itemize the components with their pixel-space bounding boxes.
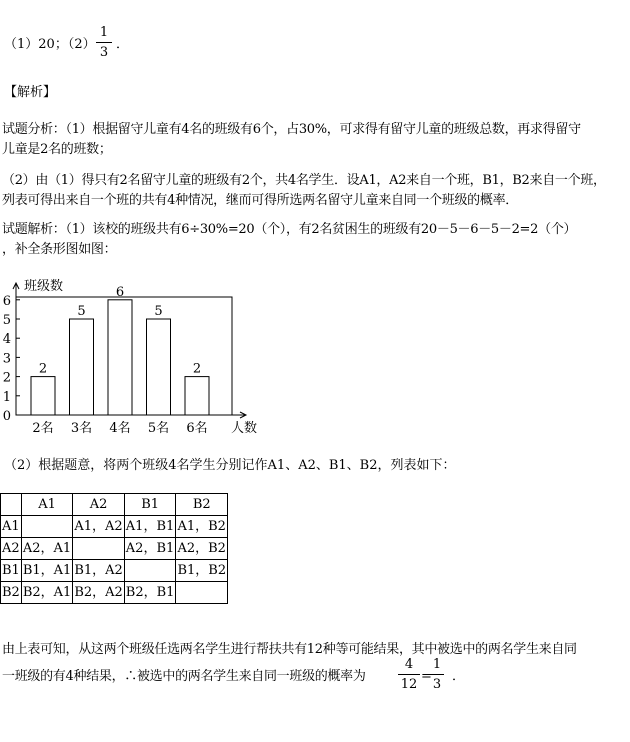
x-category-label: 6名 <box>186 421 208 436</box>
bar-value-label: 2 <box>38 361 48 377</box>
bar-value-label: 5 <box>154 304 163 319</box>
y-tick-label: 2 <box>2 370 11 386</box>
fraction-numerator: 1 <box>432 657 442 672</box>
table-cell <box>73 538 124 560</box>
table-cell: A2，A1 <box>21 538 72 560</box>
table-row <box>1 538 228 560</box>
fraction-bar <box>398 674 420 675</box>
pairs-table <box>0 493 228 604</box>
y-tick-label: 0 <box>2 409 11 424</box>
x-category-label: 4名 <box>109 421 131 436</box>
fraction-denominator: 3 <box>432 677 442 692</box>
table-cell: A1，A2 <box>73 516 124 538</box>
chart-bars <box>31 300 209 415</box>
table-cell: B2 <box>1 582 22 604</box>
bar <box>70 319 94 415</box>
solution-line: 试题解析：（1）该校的班级共有6÷30%=20（个），有2名贫困生的班级有20－5－6－5－2=2（个） <box>2 222 577 237</box>
bar <box>185 377 209 415</box>
probability-fraction <box>398 658 420 691</box>
simplified-fraction <box>430 658 444 691</box>
equals-sign: = <box>421 669 432 684</box>
table-cell: A2，B1 <box>124 538 176 560</box>
y-tick-label: 4 <box>2 332 11 348</box>
bar-value-label: 6 <box>115 284 125 300</box>
bar-value-label: 5 <box>77 304 86 319</box>
analysis-line: （2）由（1）得只有2名留守儿童的班级有2个，共4名学生．设A1，A2来自一个班，B1，B2来自一个班， <box>2 173 606 188</box>
table-header-cell: A2 <box>73 494 124 516</box>
table-row <box>1 516 228 538</box>
part2-intro: （2）根据题意，将两个班级4名学生分别记作A1、A2、B1、B2，列表如下： <box>4 458 456 473</box>
fraction-denominator: 12 <box>400 677 418 692</box>
x-category-label: 5名 <box>147 421 170 436</box>
x-category-label: 3名 <box>70 421 93 436</box>
y-tick-label: 3 <box>2 351 11 367</box>
table-header-cell: B1 <box>124 494 176 516</box>
table-cell <box>124 560 176 582</box>
bar <box>108 300 132 415</box>
y-tick-label: 6 <box>2 293 11 309</box>
table-cell: B1，A2 <box>73 560 124 582</box>
table-cell: B1 <box>1 560 22 582</box>
section-title: 【解析】 <box>4 85 57 100</box>
answer-fraction-denominator: 3 <box>99 45 109 60</box>
analysis-line: 儿童是2名的班数； <box>2 142 112 157</box>
table-cell: B2，A2 <box>73 582 124 604</box>
table-cell: A2，B2 <box>176 538 228 560</box>
table-header-cell: A1 <box>21 494 72 516</box>
table-cell: B1，A1 <box>21 560 72 582</box>
table-cell: A2 <box>1 538 22 560</box>
x-category-label: 2名 <box>32 421 54 436</box>
conclusion-line: 一班级的有4种结果，∴被选中的两名学生来自同一班级的概率为 <box>2 669 366 684</box>
table-cell <box>176 582 228 604</box>
table-cell: B2，B1 <box>124 582 176 604</box>
y-tick-label: 1 <box>2 389 11 405</box>
bar <box>31 377 55 415</box>
x-axis-label: 人数 <box>231 421 258 436</box>
answer-period: ． <box>116 37 130 52</box>
analysis-line: 试题分析：（1）根据留守儿童有4名的班级有6个，占30%，可求得有留守儿童的班级总数，再求得留守 <box>2 122 581 137</box>
conclusion-period: ． <box>452 669 466 684</box>
table-header-cell: B2 <box>176 494 228 516</box>
table-cell: A1 <box>1 516 22 538</box>
table-header-cell <box>1 494 22 516</box>
analysis-line: 列表可得出来自一个班的共有4种情况，继而可得所选两名留守儿童来自同一个班级的概率． <box>2 193 518 208</box>
conclusion-line: 由上表可知，从这两个班级任选两名学生进行帮扶共有12种等可能结果，其中被选中的两名学生来自同 <box>2 642 577 657</box>
table-cell: A1，B2 <box>176 516 228 538</box>
fraction-numerator: 4 <box>404 657 414 672</box>
table-cell: B1，B2 <box>176 560 228 582</box>
table-cell <box>21 516 72 538</box>
table-cell: B2，A1 <box>21 582 72 604</box>
answer-fraction-numerator: 1 <box>99 25 109 40</box>
table-header-row <box>1 494 228 516</box>
table-row <box>1 582 228 604</box>
bar-value-label: 2 <box>192 361 202 377</box>
y-axis-label: 班级数 <box>24 279 64 294</box>
solution-line: ，补全条形图如图： <box>2 242 117 257</box>
table-cell: A1，B1 <box>124 516 176 538</box>
bar <box>147 319 171 415</box>
y-tick-label: 5 <box>2 313 11 328</box>
fraction-bar <box>430 674 444 675</box>
table-row <box>1 560 228 582</box>
answer-text: （1）20；（2） <box>4 37 96 52</box>
